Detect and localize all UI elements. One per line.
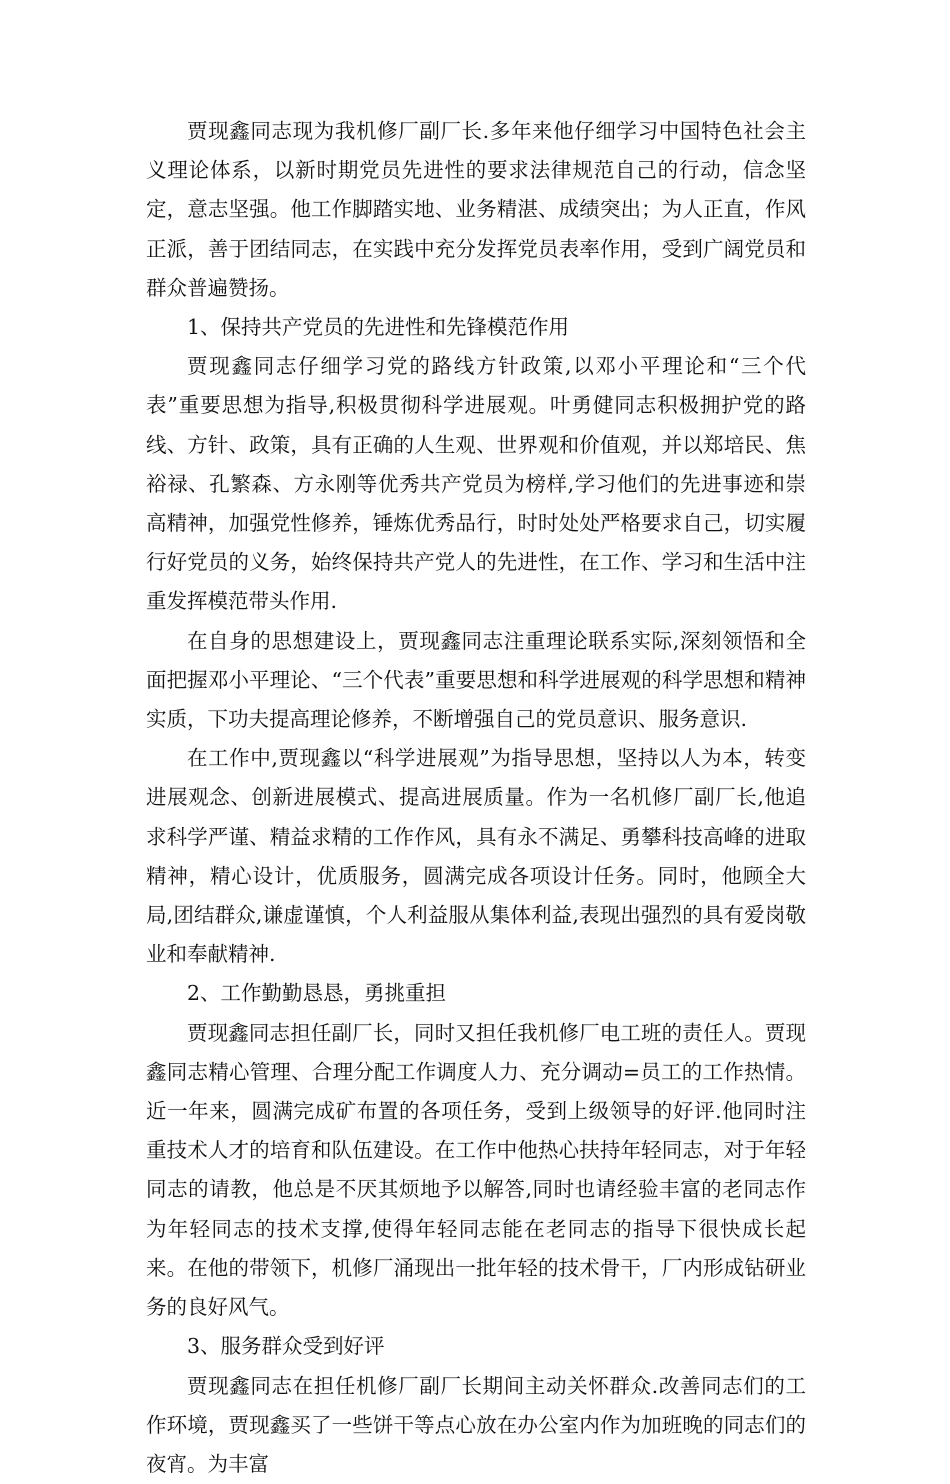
section-heading-1: 1、保持共产党员的先进性和先锋模范作用 bbox=[146, 308, 806, 347]
paragraph-party-policy: 贾现鑫同志仔细学习党的路线方针政策,以邓小平理论和“三个代表”重要思想为指导,积极贯彻科学进展观。叶勇健同志积极拥护党的路线、方针、政策，具有正确的人生观、世界观和价值观，并以郑培民、焦裕禄、孔繁森、方永刚等优秀共产党员为榜样,学习他们的先进事迹和崇高精神，加强党性修养，锤炼优秀品行，时时处处严格要求自己，切实履行好党员的义务，始终保持共产党人的先进性，在工作、学习和生活中注重发挥模范带头作用. bbox=[146, 347, 806, 621]
paragraph-thought-building: 在自身的思想建设上，贾现鑫同志注重理论联系实际,深刻领悟和全面把握邓小平理论、“三个代表”重要思想和科学进展观的科学思想和精神实质，下功夫提高理论修养，不断增强自己的党员意识、服务意识. bbox=[146, 622, 806, 740]
paragraph-intro: 贾现鑫同志现为我机修厂副厂长.多年来他仔细学习中国特色社会主义理论体系，以新时期党员先进性的要求法律规范自己的行动，信念坚定，意志坚强。他工作脚踏实地、业务精湛、成绩突出；为人正直，作风正派，善于团结同志，在实践中充分发挥党员表率作用，受到广阔党员和群众普遍赞扬。 bbox=[146, 112, 806, 308]
section-heading-3: 3、服务群众受到好评 bbox=[146, 1327, 806, 1366]
paragraph-service: 贾现鑫同志在担任机修厂副厂长期间主动关怀群众.改善同志们的工作环境，贾现鑫买了一些饼干等点心放在办公室内作为加班晚的同志们的夜宵。为丰富 bbox=[146, 1367, 806, 1484]
section-heading-2: 2、工作勤勤恳恳，勇挑重担 bbox=[146, 974, 806, 1013]
document-page bbox=[146, 112, 806, 1484]
paragraph-management: 贾现鑫同志担任副厂长，同时又担任我机修厂电工班的责任人。贾现鑫同志精心管理、合理分配工作调度人力、充分调动=员工的工作热情。近一年来，圆满完成矿布置的各项任务，受到上级领导的好评.他同时注重技术人才的培育和队伍建设。在工作中他热心扶持年轻同志，对于年轻同志的请教，他总是不厌其烦地予以解答,同时也请经验丰富的老同志作为年轻同志的技术支撑,使得年轻同志能在老同志的指导下很快成长起来。在他的带领下，机修厂涌现出一批年轻的技术骨干，厂内形成钻研业务的良好风气。 bbox=[146, 1014, 806, 1328]
paragraph-work-philosophy: 在工作中,贾现鑫以“科学进展观”为指导思想，坚持以人为本，转变进展观念、创新进展模式、提高进展质量。作为一名机修厂副厂长,他追求科学严谨、精益求精的工作作风，具有永不满足、勇攀科技高峰的进取精神，精心设计，优质服务，圆满完成各项设计任务。同时，他顾全大局,团结群众,谦虚谨慎，个人利益服从集体利益,表现出强烈的具有爱岗敬业和奉献精神. bbox=[146, 739, 806, 974]
